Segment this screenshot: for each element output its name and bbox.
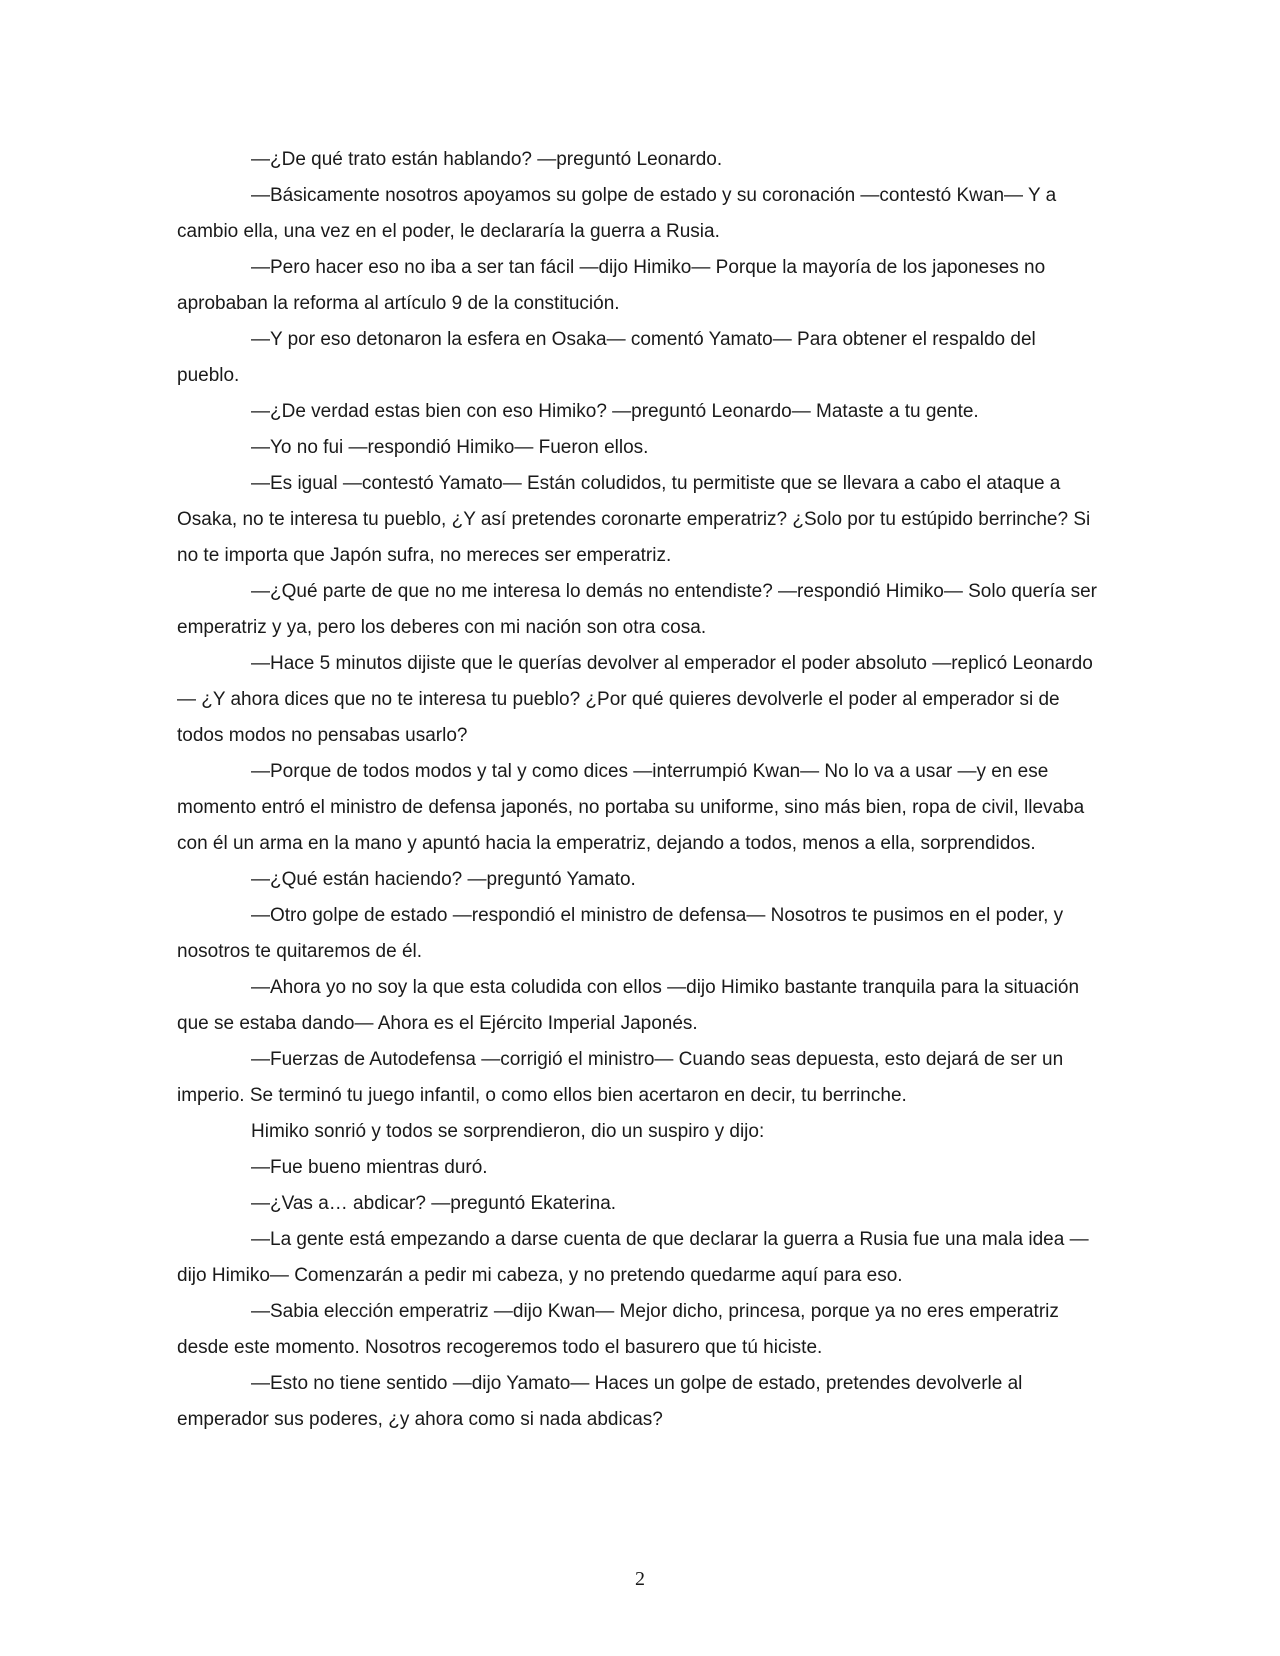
paragraph: —Pero hacer eso no iba a ser tan fácil —dijo Himiko— Porque la mayoría de los japoneses no aprobaban la reforma al artículo 9 de la constitución. [177,257,1046,314]
paragraph: —¿Vas a… abdicar? —preguntó Ekaterina. [251,1193,617,1214]
paragraph: —Hace 5 minutos dijiste que le querías devolver al emperador el poder absoluto —replicó Leonardo— ¿Y ahora dices que no te interesa tu pueblo? ¿Por qué quieres devolverle el poder al emperador si de todos modos no pensabas usarlo? [177,653,1093,746]
paragraph: —Sabia elección emperatriz —dijo Kwan— Mejor dicho, princesa, porque ya no eres emperatriz desde este momento. Nosotros recogeremos todo el basurero que tú hiciste. [177,1301,1059,1358]
paragraph: —Ahora yo no soy la que esta coludida con ellos —dijo Himiko bastante tranquila para la situación que se estaba dando— Ahora es el Ejército Imperial Japonés. [177,977,1080,1034]
text-body [177,142,1097,1438]
paragraph: —Yo no fui —respondió Himiko— Fueron ellos. [251,437,649,458]
paragraph: —Y por eso detonaron la esfera en Osaka— comentó Yamato— Para obtener el respaldo del pueblo. [177,329,1036,386]
paragraph: —Otro golpe de estado —respondió el ministro de defensa— Nosotros te pusimos en el poder, y nosotros te quitaremos de él. [177,905,1064,962]
paragraph: —Porque de todos modos y tal y como dices —interrumpió Kwan— No lo va a usar —y en ese momento entró el ministro de defensa japonés, no portaba su uniforme, sino más bien, ropa de civil, llevaba con él un arma en la mano y apuntó hacia la emperatriz, dejando a todos, menos a ella, sorprendidos. [177,761,1085,854]
paragraph: —Básicamente nosotros apoyamos su golpe de estado y su coronación —contestó Kwan— Y a cambio ella, una vez en el poder, le declararía la guerra a Rusia. [177,185,1057,242]
paragraph: —Es igual —contestó Yamato— Están coludidos, tu permitiste que se llevara a cabo el ataque a Osaka, no te interesa tu pueblo, ¿Y así pretendes coronarte emperatriz? ¿Solo por tu estúpido berrinche? Si no te importa que Japón sufra, no mereces ser emperatriz. [177,473,1091,566]
paragraph: —¿De verdad estas bien con eso Himiko? —preguntó Leonardo— Mataste a tu gente. [251,401,979,422]
page-number: 2 [635,1568,645,1590]
paragraph: —Esto no tiene sentido —dijo Yamato— Haces un golpe de estado, pretendes devolverle al emperador sus poderes, ¿y ahora como si nada abdicas? [177,1373,1023,1430]
paragraph: —¿Qué están haciendo? —preguntó Yamato. [251,869,636,890]
paragraph: —Fue bueno mientras duró. [251,1157,488,1178]
paragraph: —¿De qué trato están hablando? —preguntó Leonardo. [251,149,723,170]
paragraph: Himiko sonrió y todos se sorprendieron, dio un suspiro y dijo: [251,1121,765,1142]
paragraph: —La gente está empezando a darse cuenta de que declarar la guerra a Rusia fue una mala idea —dijo Himiko— Comenzarán a pedir mi cabeza, y no pretendo quedarme aquí para eso. [177,1229,1089,1286]
paragraph: —¿Qué parte de que no me interesa lo demás no entendiste? —respondió Himiko— Solo quería ser emperatriz y ya, pero los deberes con mi nación son otra cosa. [177,581,1097,638]
paragraph: —Fuerzas de Autodefensa —corrigió el ministro— Cuando seas depuesta, esto dejará de ser un imperio. Se terminó tu juego infantil, o como ellos bien acertaron en decir, tu berrinche. [177,1049,1064,1106]
